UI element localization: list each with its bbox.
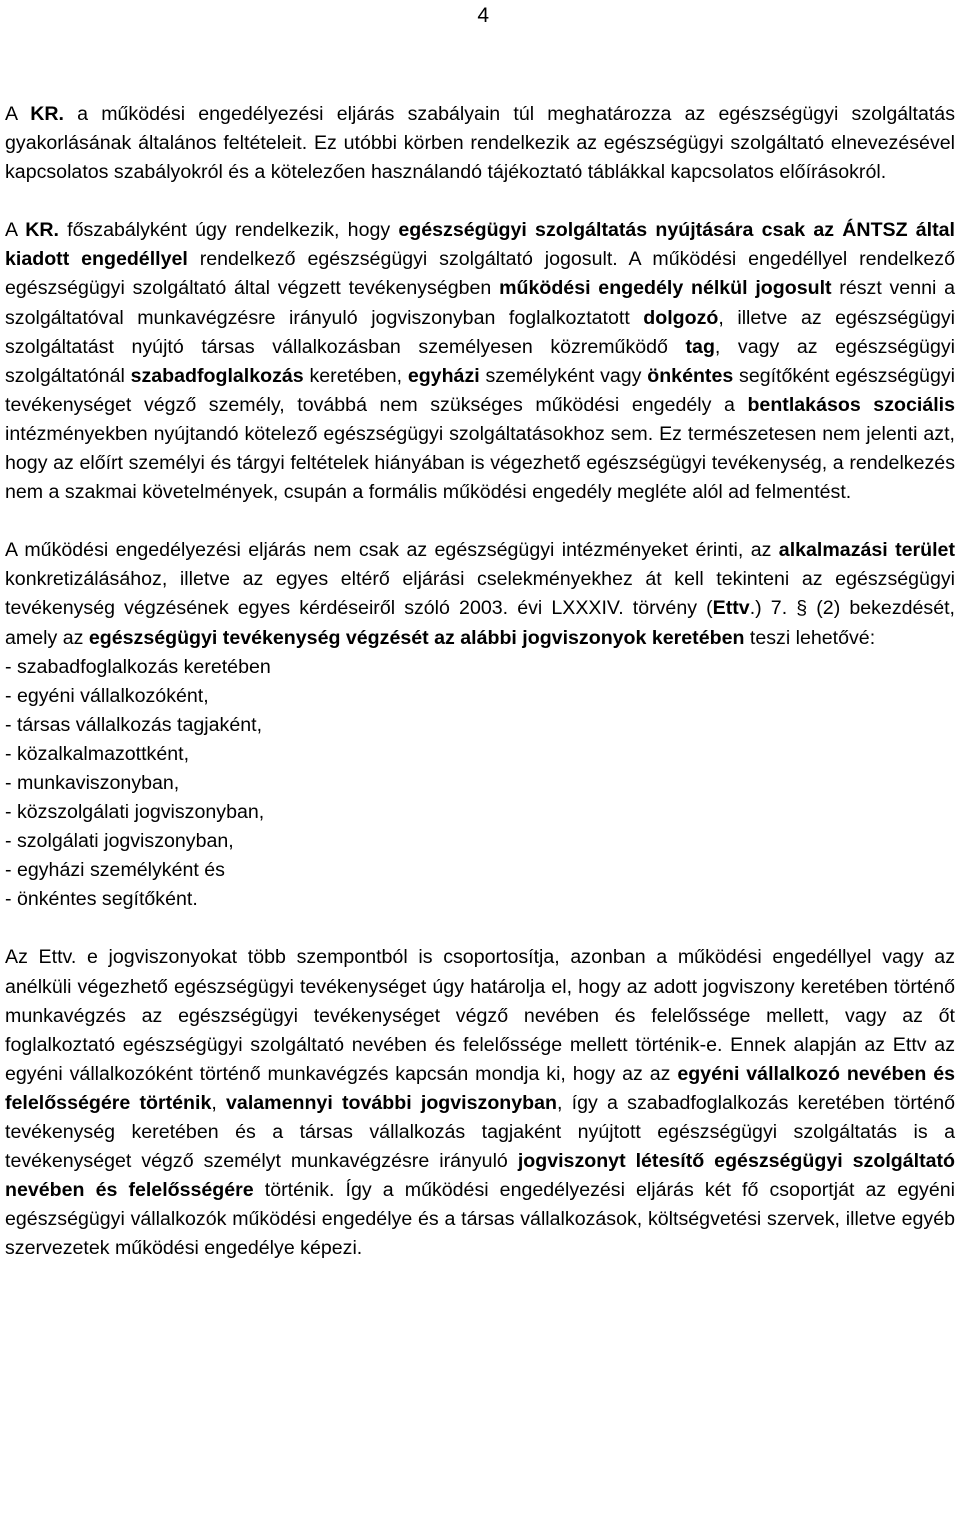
text-run: intézményekben nyújtandó kötelező egészségügyi szolgáltatásokhoz sem. Ez természetesen nem jelenti azt, hogy az előírt személyi és tárgyi feltételek hiányában is végezhető egészségügyi tevékenység, a rendelkezés nem a szakmai követelmények, csupán a formális működési engedély megléte alól ad felmentést.	[5, 422, 955, 504]
text-run: teszi lehetővé:	[744, 626, 876, 649]
bold-text: bentlakásos szociális	[747, 393, 955, 416]
bold-text: KR.	[25, 219, 59, 242]
text-run: Az Ettv. e jogviszonyokat több szempontból is csoportosítja, azonban a működési engedéllyel vagy az anélküli végezhető egészségügyi tevékenységet úgy határolja el, hogy az adott jogviszony keretében történő munkavégzés az egészségügyi tevékenységet végző nevében és felelőssége mellett, vagy az őt foglalkoztató egészségügyi szolgáltató nevében és felelőssége mellett történik-e. Ennek alapján az Ettv az egyéni vállalkozóként történő munkavégzés kapcsán mondja ki, hogy az az	[5, 946, 955, 1085]
list-item: - közalkalmazottként,	[5, 742, 190, 765]
text-run: a működési engedélyezési eljárás szabályain túl meghatározza az egészségügyi szolgáltatás gyakorlásának általános feltételeit. Ez utóbbi körben rendelkezik az egészségügyi szolgáltató elnevezésével kapcsolatos szabályokról és a kötelezően használandó tájékoztató táblákkal kapcsolatos előírásokról.	[5, 103, 955, 184]
text-run: segítőként egészségügyi tevékenységet végző személy, továbbá nem szükséges működési engedély a	[5, 364, 955, 416]
text-run: személyként vagy	[479, 364, 648, 387]
document-body	[5, 100, 955, 1263]
text-run: .) 7. § (2) bekezdését, amely az	[5, 597, 956, 649]
text-run: A működési engedélyezési eljárás nem csak az egészségügyi intézményeket érinti, az	[5, 539, 779, 562]
bold-text: Ettv	[712, 597, 750, 620]
text-run: főszabályként úgy rendelkezik, hogy	[58, 219, 399, 242]
list-item: - szolgálati jogviszonyban,	[5, 830, 234, 853]
text-run: keretében,	[303, 364, 408, 387]
list-item: - szabadfoglalkozás keretében	[5, 655, 271, 678]
text-run: részt venni a szolgáltatóval munkavégzésre irányuló jogviszonyban foglalkoztatott	[5, 277, 955, 329]
text-run: A	[5, 103, 31, 125]
list-item: - egyéni vállalkozóként,	[5, 684, 209, 707]
bold-text: jogviszonyt létesítő egészségügyi szolgáltató nevében és felelősségére	[5, 1150, 955, 1202]
bold-text: valamennyi további jogviszonyban	[226, 1091, 557, 1114]
paragraph-kr-general-conditions	[5, 100, 955, 187]
bold-text: KR.	[30, 103, 64, 125]
text-run: , így a szabadfoglalkozás keretében történő tevékenység keretében és a társas vállalkozás tagjaként nyújtott egészségügyi szolgáltatás is a tevékenységet végző személyt munkavégzésre irányuló	[5, 1091, 956, 1173]
page-number: 4	[477, 4, 489, 27]
text-run: , vagy az egészségügyi szolgáltatónál	[5, 335, 955, 387]
bold-text: önkéntes	[647, 364, 734, 387]
text-run: , illetve az egészségügyi szolgáltatást nyújtó társas vállalkozásban személyesen közreműködő	[5, 306, 955, 358]
bold-text: egészségügyi szolgáltatás nyújtására csak az ÁNTSZ által kiadott engedéllyel	[5, 219, 955, 271]
list-item: - társas vállalkozás tagjaként,	[5, 713, 263, 736]
text-run: A	[5, 219, 26, 242]
list-item: - közszolgálati jogviszonyban,	[5, 801, 265, 824]
legal-relationship-list	[5, 653, 955, 915]
text-run: rendelkező egészségügyi szolgáltató jogosult. A működési engedéllyel rendelkező egészségügyi szolgáltató által végzett tevékenységben	[5, 248, 955, 300]
bold-text: tag	[685, 335, 715, 358]
bold-text: dolgozó	[643, 306, 719, 329]
paragraph-kr-main-rule	[5, 216, 955, 507]
text-run: történik. Így a működési engedélyezési eljárás két fő csoportját az egyéni egészségügyi vállalkozók működési engedélye és a társas vállalkozások, költségvetési szervek, illetve egyéb szervezetek működési engedélye képezi.	[5, 1179, 955, 1260]
bold-text: egészségügyi tevékenység végzését az alábbi jogviszonyok keretében	[88, 626, 745, 649]
bold-text: szabadfoglalkozás	[130, 364, 304, 387]
text-run: konkretizálásához, illetve az egyes eltérő eljárási cselekményekhez át kell tekinteni az egészségügyi tevékenység végzésének egyes kérdéseiről szóló 2003. évi LXXXIV. törvény (	[5, 568, 955, 620]
paragraph-ettv-grouping	[5, 943, 955, 1263]
bold-text: egyéni vállalkozó nevében és felelősségére történik	[5, 1062, 955, 1114]
list-item: - önkéntes segítőként.	[5, 888, 198, 911]
bold-text: alkalmazási terület	[778, 539, 955, 562]
text-run: ,	[211, 1091, 227, 1114]
bold-text: egyházi	[407, 364, 480, 387]
paragraph-ettv-legal-relationships	[5, 536, 955, 652]
bold-text: működési engedély nélkül jogosult	[499, 277, 832, 300]
list-item: - egyházi személyként és	[5, 859, 225, 882]
list-item: - munkaviszonyban,	[5, 771, 180, 794]
